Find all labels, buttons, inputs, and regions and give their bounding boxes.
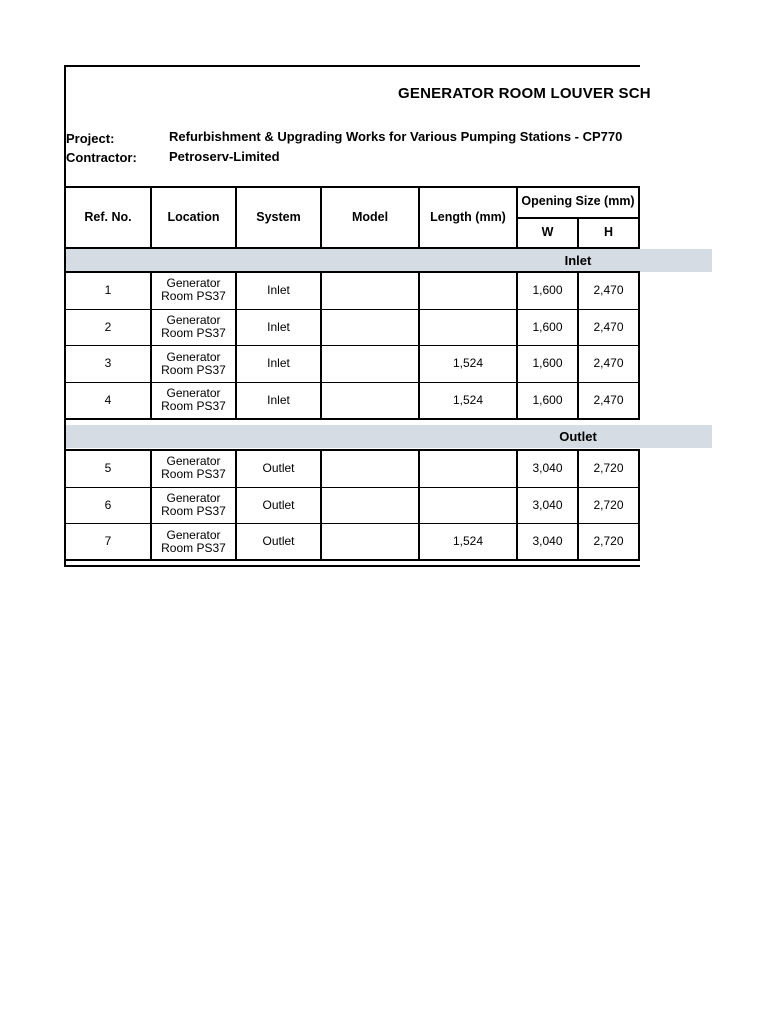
cell-model <box>321 345 419 382</box>
cell-system: Inlet <box>267 392 290 407</box>
cell-h: 2,470 <box>593 392 624 407</box>
column-divider <box>577 450 579 560</box>
project-value: Refurbishment & Upgrading Works for Various Pumping Stations - CP770 <box>169 129 623 144</box>
column-divider <box>638 450 640 560</box>
column-divider <box>577 272 579 419</box>
column-divider <box>418 450 420 560</box>
column-divider <box>320 450 322 560</box>
cell-ref-no: 3 <box>104 356 112 371</box>
column-divider <box>516 272 518 419</box>
cell-ref-no: 4 <box>104 392 112 407</box>
header-opening-size: Opening Size (mm) <box>521 194 635 208</box>
cell-model <box>321 450 419 487</box>
location-line-1: Generator <box>166 491 221 506</box>
cell-system: Outlet <box>262 460 295 475</box>
cell-location <box>151 450 236 487</box>
cell-ref-no: 1 <box>104 282 112 297</box>
location-line-2: Room PS37 <box>161 326 226 341</box>
cell-model <box>321 382 419 419</box>
cell-w: 1,600 <box>532 282 563 297</box>
location-line-1: Generator <box>166 527 221 542</box>
cell-length: 1,524 <box>452 392 484 407</box>
location-line-2: Room PS37 <box>161 289 226 304</box>
cell-ref-no: 6 <box>104 497 112 512</box>
cell-system: Outlet <box>262 534 295 549</box>
header-length: Length (mm) <box>430 209 506 224</box>
header-h: H <box>603 225 614 239</box>
contractor-label: Contractor: <box>66 150 137 165</box>
column-divider <box>418 272 420 419</box>
location-line-1: Generator <box>166 454 221 469</box>
cell-model <box>321 523 419 560</box>
location-line-1: Generator <box>166 386 221 401</box>
cell-length: 1,524 <box>452 356 484 371</box>
cell-location <box>151 272 236 309</box>
column-divider <box>638 272 640 419</box>
cell-location <box>151 382 236 419</box>
location-line-1: Generator <box>166 276 221 291</box>
cell-ref-no: 7 <box>104 534 112 549</box>
cell-length <box>419 487 517 524</box>
header-model: Model <box>351 209 389 224</box>
column-divider <box>320 272 322 419</box>
cell-w: 3,040 <box>532 460 563 475</box>
cell-system: Outlet <box>262 497 295 512</box>
cell-length <box>419 309 517 346</box>
cell-location <box>151 487 236 524</box>
cell-length: 1,524 <box>452 534 484 549</box>
document-title: GENERATOR ROOM LOUVER SCH <box>398 85 651 102</box>
cell-location <box>151 309 236 346</box>
cell-w: 3,040 <box>532 534 563 549</box>
cell-system: Inlet <box>267 356 290 371</box>
cell-ref-no: 2 <box>104 319 112 334</box>
location-line-1: Generator <box>166 313 221 328</box>
cell-h: 2,720 <box>593 497 624 512</box>
cell-h: 2,720 <box>593 534 624 549</box>
location-line-2: Room PS37 <box>161 362 226 377</box>
cell-model <box>321 272 419 309</box>
group-label: Inlet <box>564 253 592 268</box>
location-line-1: Generator <box>166 349 221 364</box>
cell-h: 2,470 <box>593 319 624 334</box>
location-line-2: Room PS37 <box>161 504 226 519</box>
column-divider <box>516 450 518 560</box>
cell-ref-no: 5 <box>104 460 112 475</box>
project-label: Project: <box>66 131 115 146</box>
cell-length <box>419 450 517 487</box>
contractor-value: Petroserv-Limited <box>169 149 280 164</box>
cell-h: 2,470 <box>593 282 624 297</box>
column-divider <box>150 272 152 419</box>
cell-w: 1,600 <box>532 319 563 334</box>
cell-w: 1,600 <box>532 392 563 407</box>
header-location: Location <box>167 209 220 224</box>
header-ref-no: Ref. No. <box>84 209 132 224</box>
location-line-2: Room PS37 <box>161 540 226 555</box>
cell-model <box>321 487 419 524</box>
cell-location <box>151 345 236 382</box>
group-label: Outlet <box>559 429 597 444</box>
cell-h: 2,470 <box>593 356 624 371</box>
location-line-2: Room PS37 <box>161 399 226 414</box>
column-divider <box>235 272 237 419</box>
header-w: W <box>541 225 554 239</box>
cell-system: Inlet <box>267 319 290 334</box>
cell-w: 3,040 <box>532 497 563 512</box>
cell-length <box>419 272 517 309</box>
column-divider <box>150 450 152 560</box>
column-divider <box>235 450 237 560</box>
cell-w: 1,600 <box>532 356 563 371</box>
header-system: System <box>256 209 301 224</box>
cell-system: Inlet <box>267 282 290 297</box>
cell-location <box>151 523 236 560</box>
cell-h: 2,720 <box>593 460 624 475</box>
location-line-2: Room PS37 <box>161 467 226 482</box>
cell-model <box>321 309 419 346</box>
